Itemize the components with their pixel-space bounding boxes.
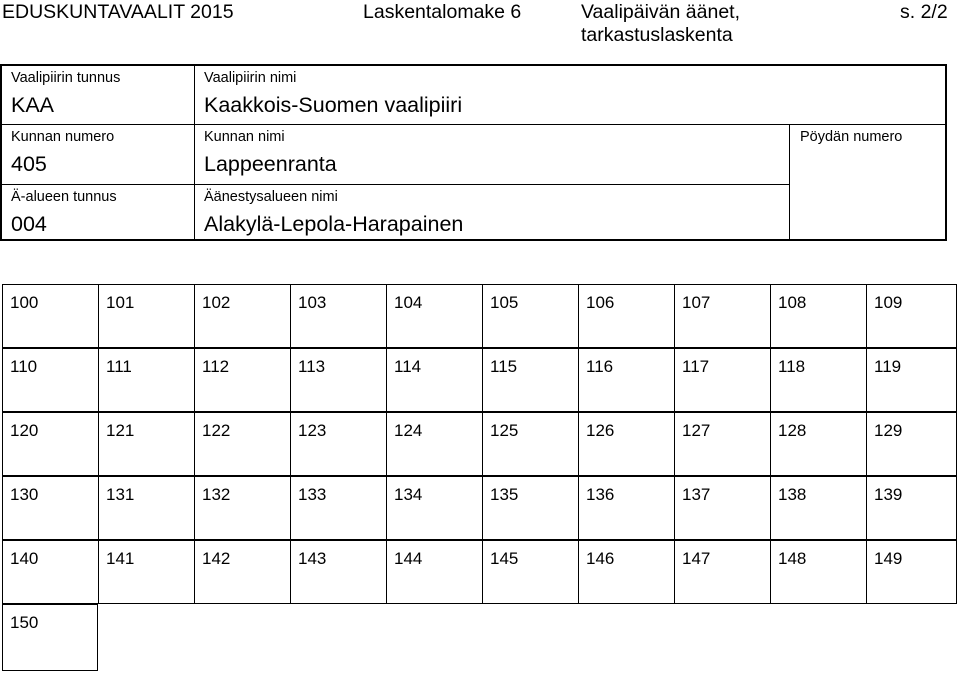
candidate-number: 105 (490, 293, 519, 312)
candidate-cell[interactable] (387, 541, 483, 603)
candidate-number: 109 (874, 293, 903, 312)
candidate-number: 108 (778, 293, 807, 312)
candidate-row (2, 348, 957, 412)
candidate-cell[interactable] (771, 349, 867, 411)
candidate-cell[interactable] (2, 604, 98, 671)
candidate-cell[interactable] (195, 477, 291, 539)
candidate-cell[interactable] (579, 413, 675, 475)
candidate-cell[interactable] (867, 413, 960, 475)
municipality-name: Lappeenranta (204, 152, 337, 176)
candidate-number: 143 (298, 549, 327, 568)
candidate-number: 122 (202, 421, 231, 440)
candidate-cell[interactable] (579, 349, 675, 411)
candidate-number: 139 (874, 485, 903, 504)
area-code-label: Ä-alueen tunnus (11, 189, 117, 205)
candidate-number: 114 (394, 357, 422, 376)
candidate-cell[interactable] (867, 477, 960, 539)
candidate-cell[interactable] (483, 477, 579, 539)
candidate-cell[interactable] (675, 541, 771, 603)
candidate-number: 135 (490, 485, 519, 504)
candidate-number: 148 (778, 549, 807, 568)
candidate-cell[interactable] (483, 285, 579, 347)
candidate-number: 140 (10, 549, 39, 568)
candidate-number: 119 (874, 357, 902, 376)
candidate-cell[interactable] (579, 285, 675, 347)
candidate-cell[interactable] (483, 541, 579, 603)
form-name: Laskentalomake 6 (363, 1, 522, 23)
candidate-row (2, 540, 957, 604)
candidate-number: 111 (106, 357, 132, 376)
candidate-cell[interactable] (3, 477, 99, 539)
candidate-cell[interactable] (579, 477, 675, 539)
candidate-number: 124 (394, 421, 423, 440)
candidate-number: 101 (106, 293, 135, 312)
candidate-number: 100 (10, 293, 39, 312)
candidate-number: 145 (490, 549, 519, 568)
municipality-number: 405 (11, 152, 47, 176)
candidate-number: 129 (874, 421, 903, 440)
area-code: 004 (11, 212, 47, 236)
candidate-cell[interactable] (195, 413, 291, 475)
candidate-cell[interactable] (867, 541, 960, 603)
district-code: KAA (11, 93, 55, 117)
candidate-number: 132 (202, 485, 231, 504)
candidate-number: 121 (106, 421, 135, 440)
form-description-line2: tarkastuslaskenta (581, 24, 733, 46)
candidate-number: 104 (394, 293, 423, 312)
candidate-number: 136 (586, 485, 615, 504)
candidate-cell[interactable] (291, 413, 387, 475)
candidate-cell[interactable] (675, 349, 771, 411)
info-divider-row1 (1, 124, 946, 125)
area-name-label: Äänestysalueen nimi (204, 189, 338, 205)
candidate-cell[interactable] (99, 541, 195, 603)
form-description-line1: Vaalipäivän äänet, (581, 1, 741, 23)
area-name: Alakylä-Lepola-Harapainen (204, 212, 464, 236)
candidate-cell[interactable] (867, 285, 960, 347)
candidate-number: 128 (778, 421, 807, 440)
candidate-cell[interactable] (291, 541, 387, 603)
candidate-cell[interactable] (195, 285, 291, 347)
info-divider-row2 (1, 184, 789, 185)
candidate-cell[interactable] (675, 477, 771, 539)
table-number-label: Pöydän numero (800, 129, 903, 145)
candidate-cell[interactable] (867, 349, 960, 411)
candidate-cell[interactable] (387, 477, 483, 539)
candidate-cell[interactable] (483, 413, 579, 475)
candidate-cell[interactable] (3, 541, 99, 603)
info-divider-left (194, 65, 195, 240)
candidate-cell[interactable] (291, 349, 387, 411)
candidate-number: 120 (10, 421, 39, 440)
candidate-number: 147 (682, 549, 711, 568)
candidate-number: 127 (682, 421, 711, 440)
candidate-cell[interactable] (387, 349, 483, 411)
municipality-name-label: Kunnan nimi (204, 129, 285, 145)
candidate-number: 118 (778, 357, 806, 376)
candidate-number: 103 (298, 293, 327, 312)
candidate-cell[interactable] (771, 541, 867, 603)
candidate-number: 113 (298, 357, 326, 376)
candidate-cell[interactable] (291, 285, 387, 347)
candidate-number: 112 (202, 357, 230, 376)
candidate-number: 117 (682, 357, 710, 376)
candidate-cell[interactable] (3, 413, 99, 475)
candidate-cell[interactable] (99, 477, 195, 539)
candidate-number: 126 (586, 421, 615, 440)
candidate-number: 131 (106, 485, 135, 504)
candidate-cell[interactable] (291, 477, 387, 539)
candidate-number: 106 (586, 293, 615, 312)
candidate-number: 133 (298, 485, 327, 504)
candidate-number: 134 (394, 485, 423, 504)
info-divider-right (789, 124, 790, 240)
page-number: s. 2/2 (900, 1, 948, 23)
district-name-label: Vaalipiirin nimi (204, 70, 297, 86)
candidate-number: 150 (10, 613, 39, 632)
candidate-number: 110 (10, 357, 38, 376)
candidate-number: 123 (298, 421, 327, 440)
candidate-cell[interactable] (483, 349, 579, 411)
candidate-number: 142 (202, 549, 231, 568)
candidate-cell[interactable] (3, 285, 99, 347)
candidate-cell[interactable] (99, 349, 195, 411)
district-code-label: Vaalipiirin tunnus (11, 70, 121, 86)
candidate-cell[interactable] (771, 285, 867, 347)
candidate-cell[interactable] (387, 285, 483, 347)
candidate-number: 144 (394, 549, 423, 568)
candidate-number: 141 (106, 549, 135, 568)
candidate-number: 107 (682, 293, 711, 312)
candidate-row (2, 284, 957, 348)
district-name: Kaakkois-Suomen vaalipiiri (204, 93, 463, 117)
candidate-cell[interactable] (99, 413, 195, 475)
info-box (0, 64, 947, 241)
candidate-number: 116 (586, 357, 614, 376)
candidate-row (2, 476, 957, 540)
form-description (581, 1, 740, 47)
candidate-number: 115 (490, 357, 518, 376)
candidate-number: 125 (490, 421, 519, 440)
candidate-number: 149 (874, 549, 903, 568)
candidate-grid (2, 284, 957, 671)
candidate-cell[interactable] (195, 349, 291, 411)
candidate-cell[interactable] (579, 541, 675, 603)
candidate-number: 130 (10, 485, 39, 504)
candidate-cell[interactable] (675, 413, 771, 475)
municipality-number-label: Kunnan numero (11, 129, 115, 145)
candidate-row (2, 412, 957, 476)
candidate-cell[interactable] (3, 349, 99, 411)
candidate-cell[interactable] (195, 541, 291, 603)
candidate-cell[interactable] (99, 285, 195, 347)
election-title: EDUSKUNTAVAALIT 2015 (2, 1, 234, 23)
candidate-cell[interactable] (675, 285, 771, 347)
candidate-number: 146 (586, 549, 615, 568)
candidate-cell[interactable] (771, 477, 867, 539)
candidate-number: 137 (682, 485, 711, 504)
candidate-number: 102 (202, 293, 231, 312)
candidate-number: 138 (778, 485, 807, 504)
candidate-cell[interactable] (387, 413, 483, 475)
candidate-cell[interactable] (771, 413, 867, 475)
